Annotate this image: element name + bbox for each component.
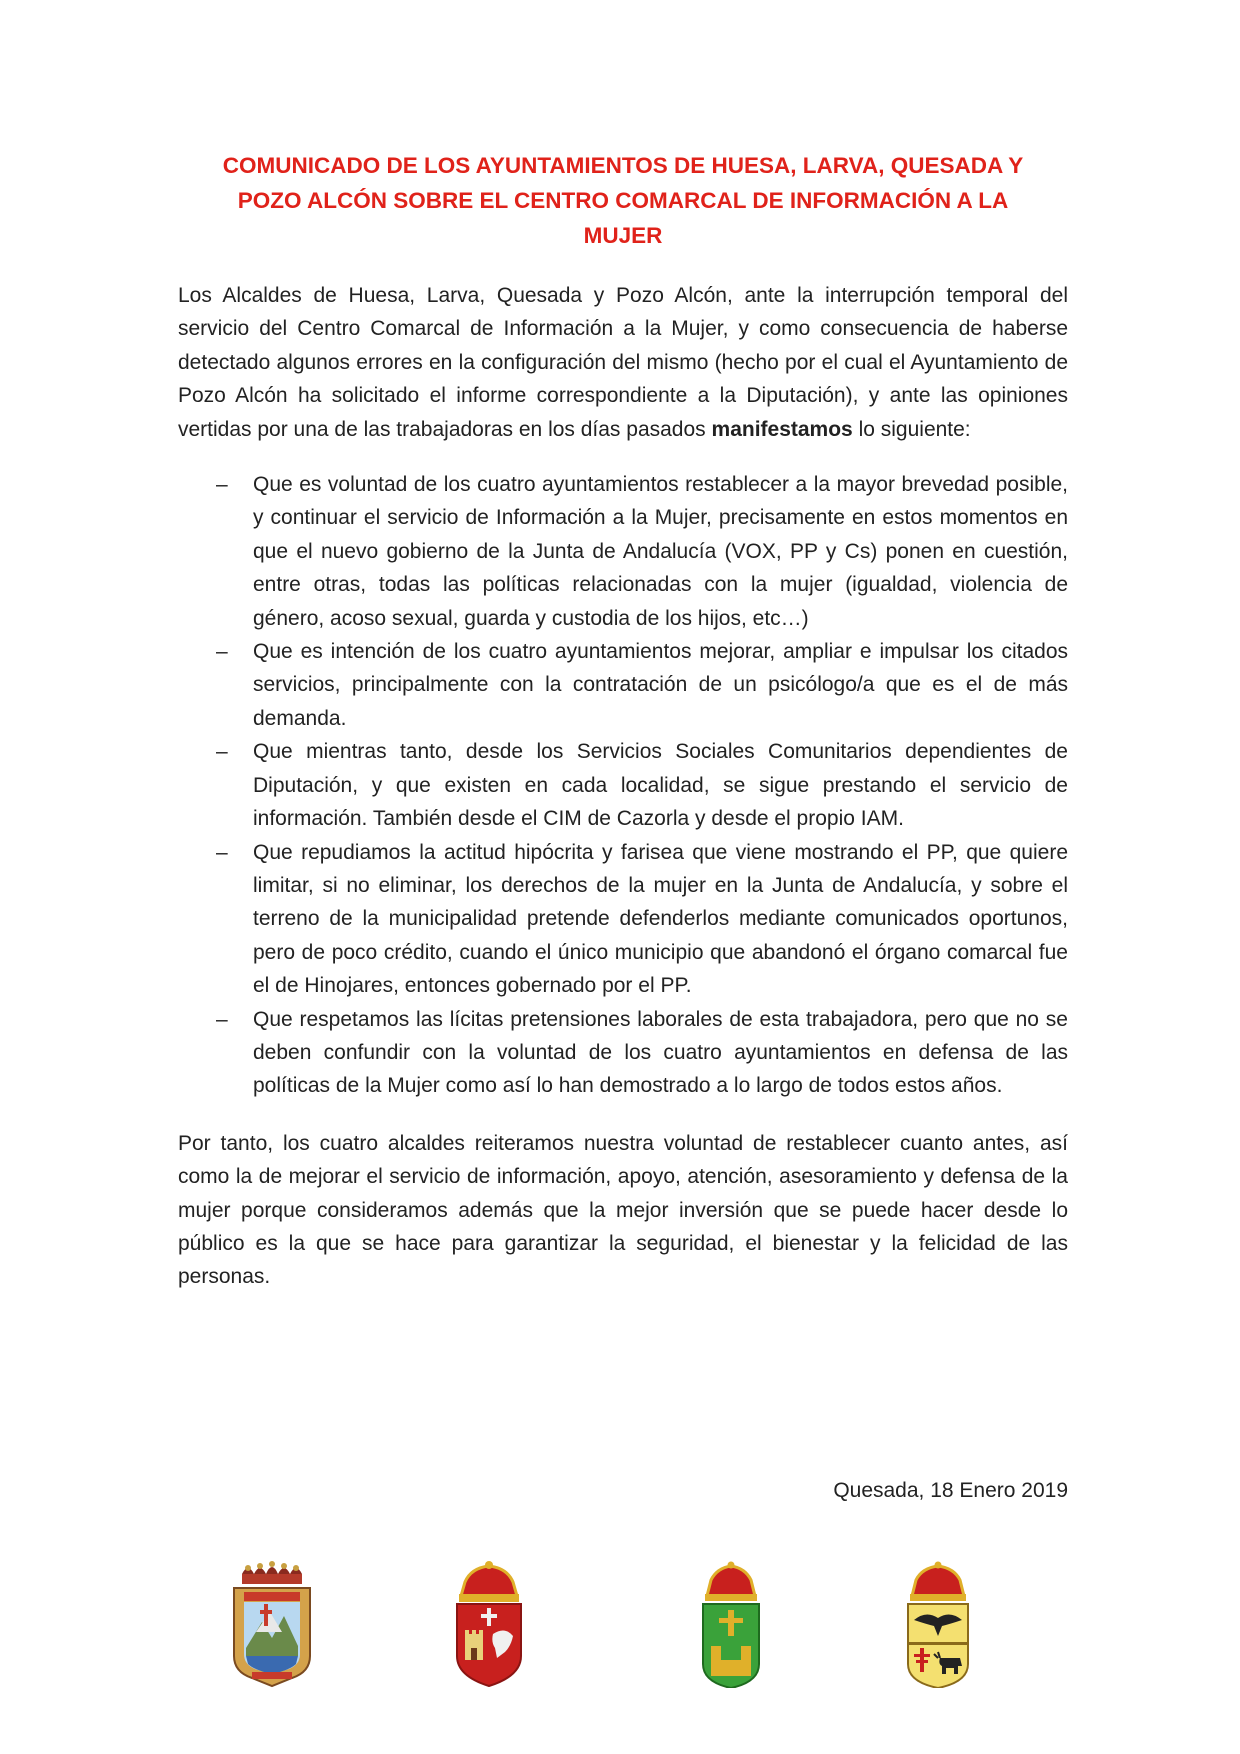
bullet-dash: –	[216, 740, 228, 764]
title-line: POZO ALCÓN SOBRE EL CENTRO COMARCAL DE INFORMACIÓN A LA	[237, 188, 1009, 213]
larva-coat-of-arms-icon	[699, 1560, 763, 1688]
list-item	[178, 1003, 1068, 1103]
intro-tail: lo siguiente:	[852, 417, 971, 441]
list-item	[178, 468, 1068, 635]
list-item	[178, 735, 1068, 835]
list-item-text: Que es voluntad de los cuatro ayuntamientos restablecer a la mayor brevedad posible, y continuar el servicio de Información a la Mujer, precisamente en estos momentos en que el nuevo gobierno de la Junta de Andalucía (VOX, PP y Cs) ponen en cuestión, entre otras, todas las políticas relacionadas con la mujer (igualdad, violencia de género, acoso sexual, guarda y custodia de los hijos, etc…)	[253, 473, 1068, 630]
title-line: MUJER	[583, 223, 663, 248]
list-item-text: Que es intención de los cuatro ayuntamientos mejorar, ampliar e impulsar los citados servicios, principalmente con la contratación de un psicólogo/a que es el de más demanda.	[253, 640, 1068, 730]
bullet-dash: –	[216, 840, 228, 864]
huesa-coat-of-arms-icon	[451, 1560, 527, 1688]
list-item	[178, 836, 1068, 1003]
pozo-alcon-coat-of-arms-icon	[904, 1560, 972, 1688]
list-item-text: Que mientras tanto, desde los Servicios Sociales Comunitarios dependientes de Diputación, y que existen en cada localidad, se sigue prestando el servicio de información. También desde el CIM de Cazorla y desde el propio IAM.	[253, 740, 1068, 831]
list-item-text: Que repudiamos la actitud hipócrita y farisea que viene mostrando el PP, que quiere limitar, si no eliminar, los derechos de la mujer en la Junta de Andalucía, y sobre el terreno de la municipalidad pretende defenderlos mediante comunicados oportunos, pero de poco crédito, cuando el único municipio que abandonó el órgano comarcal fue el de Hinojares, entonces gobernado por el PP.	[253, 840, 1068, 998]
list-item-text: Que respetamos las lícitas pretensiones laborales de esta trabajadora, pero que no se deben confundir con la voluntad de los cuatro ayuntamientos en defensa de las políticas de la Mujer como así lo han demostrado a lo largo de todos estos años.	[253, 1007, 1068, 1098]
document-body	[178, 148, 1068, 1294]
intro-bold-word: manifestamos	[711, 417, 853, 441]
list-item	[178, 635, 1068, 735]
bullet-dash: –	[216, 473, 228, 497]
document-title	[178, 148, 1068, 253]
title-line: COMUNICADO DE LOS AYUNTAMIENTOS DE HUESA, LARVA, QUESADA Y	[222, 153, 1024, 178]
document-date: Quesada, 18 Enero 2019	[833, 1479, 1068, 1502]
quesada-coat-of-arms-icon	[230, 1560, 314, 1688]
closing-paragraph: Por tanto, los cuatro alcaldes reiteramos nuestra voluntad de restablecer cuanto antes, así como la de mejorar el servicio de información, apoyo, atención, asesoramiento y defensa de la mujer porque consideramos además que la mejor inversión que se puede hacer desde lo público es la que se hace para garantizar la seguridad, el bienestar y la felicidad de las personas.	[178, 1131, 1068, 1289]
bullet-list	[178, 468, 1068, 1103]
bullet-dash: –	[216, 1007, 228, 1031]
intro-paragraph	[178, 279, 1068, 446]
intro-text: Los Alcaldes de Huesa, Larva, Quesada y Pozo Alcón, ante la interrupción temporal del servicio del Centro Comarcal de Información a la Mujer, y como consecuencia de haberse detectado algunos errores en la configuración del mismo (hecho por el cual el Ayuntamiento de Pozo Alcón ha solicitado el informe correspondiente a la Diputación), y ante las opiniones vertidas por una de las trabajadoras en los días pasados	[178, 284, 1068, 441]
bullet-dash: –	[216, 640, 228, 664]
